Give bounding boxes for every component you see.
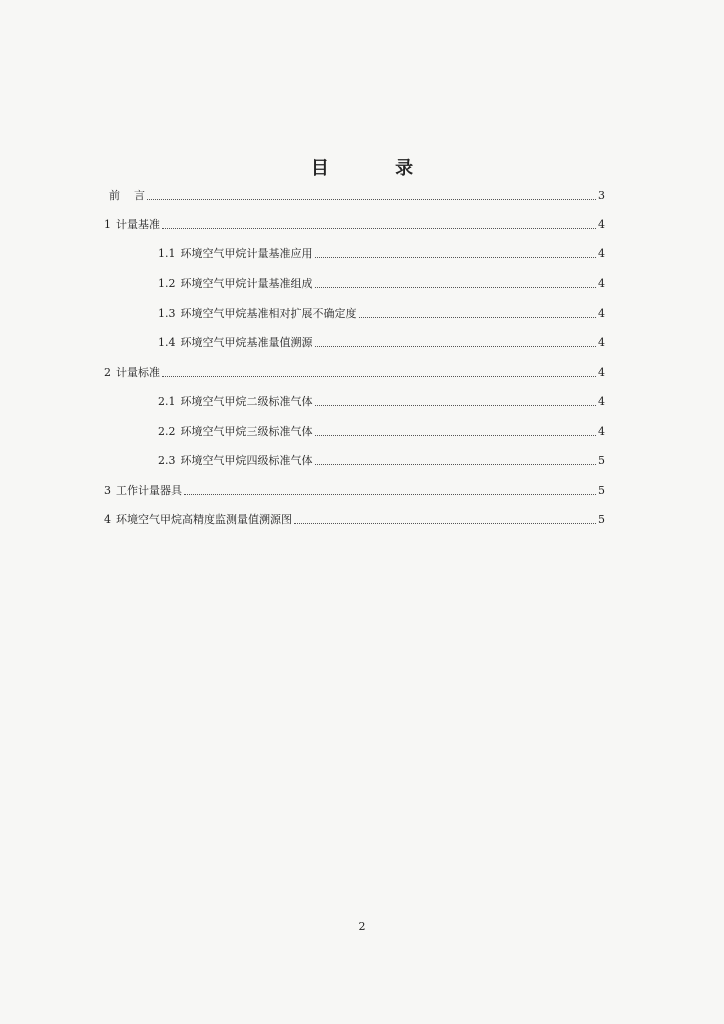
toc-entry-label: 3 工作计量器具	[104, 484, 182, 497]
toc-leader-dots	[315, 345, 597, 347]
toc-leader-dots	[315, 404, 597, 406]
toc-entry-preface[interactable]	[104, 187, 605, 203]
toc-page-number: 4	[598, 218, 605, 231]
toc-entry-1-3[interactable]	[158, 305, 605, 321]
toc-entry-1[interactable]	[104, 216, 605, 232]
toc-entry-1-4[interactable]	[158, 334, 605, 350]
toc-entry-2-2[interactable]	[158, 423, 605, 439]
toc-entry-label: 2 计量标准	[104, 366, 160, 379]
toc-leader-dots	[315, 463, 597, 465]
toc-leader-dots	[315, 434, 597, 436]
toc-title: 目 录	[310, 158, 444, 179]
toc-page-number: 5	[598, 513, 605, 526]
toc-entry-label: 1.4 环境空气甲烷基准量值溯源	[158, 336, 313, 349]
toc-entry-4[interactable]	[104, 511, 605, 527]
toc-page-number: 4	[598, 425, 605, 438]
toc-entry-label: 2.1 环境空气甲烷二级标准气体	[158, 395, 313, 408]
toc-leader-dots	[315, 256, 597, 258]
toc-page-number: 4	[598, 247, 605, 260]
toc-entry-label: 1.3 环境空气甲烷基准相对扩展不确定度	[158, 307, 357, 320]
toc-entry-label: 前 言	[109, 189, 145, 202]
toc-leader-dots	[294, 522, 596, 524]
toc-page-number: 4	[598, 277, 605, 290]
toc-entry-label: 1.1 环境空气甲烷计量基准应用	[158, 247, 313, 260]
toc-page-number: 4	[598, 366, 605, 379]
toc-entry-label: 2.2 环境空气甲烷三级标准气体	[158, 425, 313, 438]
toc-entry-label: 2.3 环境空气甲烷四级标准气体	[158, 454, 313, 467]
toc-entry-label: 4 环境空气甲烷高精度监测量值溯源图	[104, 513, 292, 526]
toc-page-number: 4	[598, 307, 605, 320]
toc-entry-3[interactable]	[104, 482, 605, 498]
toc-entry-1-1[interactable]	[158, 245, 605, 261]
toc-page-number: 3	[598, 189, 605, 202]
toc-entry-2-3[interactable]	[158, 452, 605, 468]
toc-entry-label: 1.2 环境空气甲烷计量基准组成	[158, 277, 313, 290]
toc-entry-2[interactable]	[104, 364, 605, 380]
toc-entry-1-2[interactable]	[158, 275, 605, 291]
toc-entry-2-1[interactable]	[158, 393, 605, 409]
toc-leader-dots	[147, 198, 596, 200]
toc-page-number: 5	[598, 454, 605, 467]
toc-page-number: 5	[598, 484, 605, 497]
toc-leader-dots	[162, 227, 596, 229]
toc-page-number: 4	[598, 395, 605, 408]
page-number-footer: 2	[358, 920, 366, 933]
toc-page-number: 4	[598, 336, 605, 349]
toc-leader-dots	[162, 375, 596, 377]
toc-leader-dots	[315, 286, 597, 288]
toc-leader-dots	[184, 493, 596, 495]
toc-entry-label: 1 计量基准	[104, 218, 160, 231]
toc-leader-dots	[359, 316, 597, 318]
